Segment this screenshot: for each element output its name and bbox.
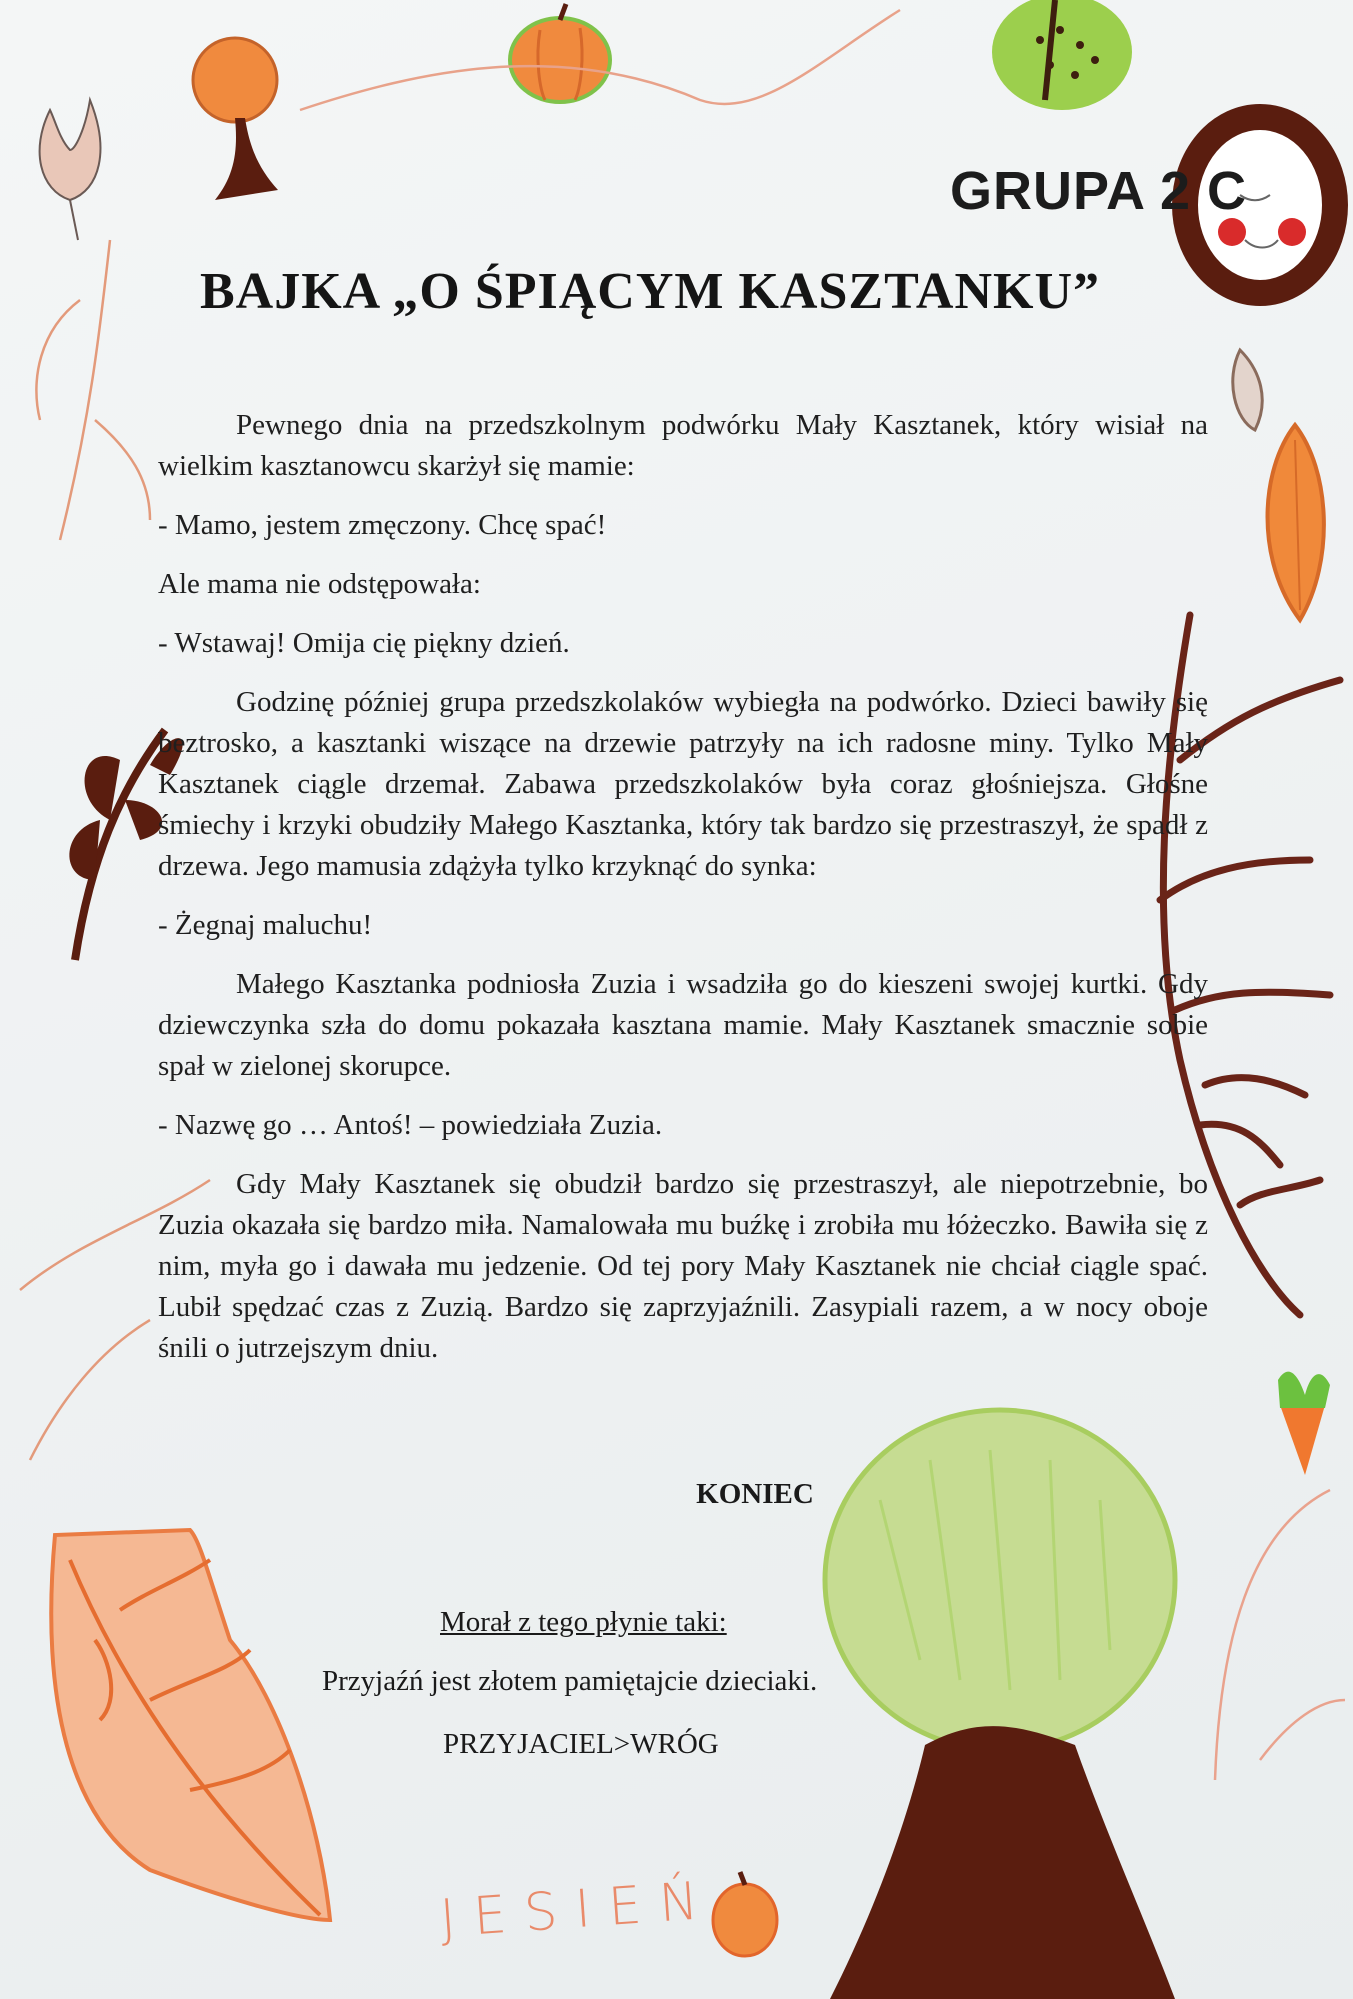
handwritten-word: JESIEŃ	[438, 1870, 719, 1950]
carrot-drawing	[1278, 1372, 1330, 1475]
moral-formula: PRZYJACIEL>WRÓG	[443, 1728, 719, 1760]
story-paragraph: - Nazwę go … Antoś! – powiedziała Zuzia.	[158, 1109, 663, 1141]
story-paragraph: Godzinę później grupa przedszkolaków wybiegła na podwórko. Dzieci bawiły się beztrosko, a kasztanki wiszące na drzewie patrzyły na ich radosne miny. Tylko Mały Kasztanek ciągle drzemał. Zabawa przedszkolaków była coraz głośniejsza. Głośne śmiechy i krzyki obudziły Małego Kasztanka, który tak bardzo się przestraszył, że spadł z drzewa. Jego mamusia zdążyła tylko krzyknąć do synka:	[158, 686, 1208, 882]
stem-drawing	[1215, 1490, 1345, 1780]
leaf-drawing	[1233, 350, 1262, 430]
leaf-drawing	[1268, 425, 1324, 620]
flower-drawing	[40, 100, 101, 240]
story-paragraph: - Mamo, jestem zmęczony. Chcę spać!	[158, 509, 607, 541]
story-paragraph: Pewnego dnia na przedszkolnym podwórku Mały Kasztanek, który wisiał na wielkim kasztanowcu skarżył się mamie:	[158, 409, 1208, 482]
story-paragraph: Gdy Mały Kasztanek się obudził bardzo się przestraszył, ale niepotrzebnie, bo Zuzia okazała się bardzo miła. Namalowała mu buźkę i zrobiła mu łóżeczko. Bawiła się z nim, myła go i dawała mu jedzenie. Od tej pory Mały Kasztanek nie chciał ciągle spać. Lubił spędzać czas z Zuzią. Bardzo się zaprzyjaźnili. Zasypiali razem, a w nocy oboje śnili o jutrzejszym dniu.	[158, 1168, 1208, 1364]
pumpkin-drawing	[713, 1872, 777, 1956]
big-leaf-drawing	[51, 1530, 330, 1920]
page-title: BAJKA „O ŚPIĄCYM KASZTANKU”	[200, 263, 1101, 320]
story-paragraph: Ale mama nie odstępowała:	[158, 568, 481, 600]
moral-text: Przyjaźń jest złotem pamiętajcie dzieciaki.	[322, 1665, 818, 1697]
story-paragraph: Małego Kasztanka podniosła Zuzia i wsadziła go do kieszeni swojej kurtki. Gdy dziewczynka szła do domu pokazała kasztana mamie. Mały Kasztanek smacznie sobie spał w zielonej skorupce.	[158, 968, 1208, 1082]
stem-drawing	[36, 240, 150, 540]
pumpkin-drawing	[510, 4, 610, 102]
story-paragraph: - Wstawaj! Omija cię piękny dzień.	[158, 627, 570, 659]
story-ending: KONIEC	[696, 1478, 814, 1510]
chestnut-shell-drawing	[992, 0, 1132, 110]
story-body	[158, 405, 1208, 1387]
story-paragraph: - Żegnaj maluchu!	[158, 909, 373, 941]
group-label: GRUPA 2 C	[950, 161, 1248, 221]
tree-drawing	[193, 38, 278, 200]
moral-heading: Morał z tego płynie taki:	[440, 1606, 727, 1638]
